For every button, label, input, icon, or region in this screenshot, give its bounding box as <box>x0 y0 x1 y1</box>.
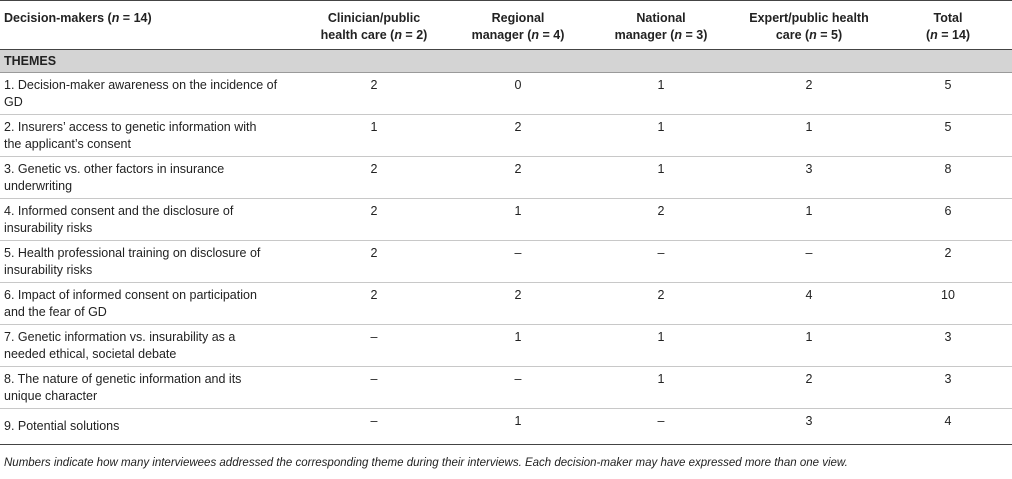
value-cell: – <box>448 241 588 283</box>
value-cell: 6 <box>884 199 1012 241</box>
theme-cell: 7. Genetic information vs. insurability as a needed ethical, societal debate <box>0 325 300 367</box>
value-cell: 5 <box>884 73 1012 115</box>
value-cell: 10 <box>884 283 1012 325</box>
header-regional-manager: Regional manager (n = 4) <box>448 1 588 50</box>
theme-cell: 8. The nature of genetic information and its unique character <box>0 367 300 409</box>
table-row <box>0 199 1012 241</box>
theme-cell: 9. Potential solutions <box>0 409 300 445</box>
table-row <box>0 283 1012 325</box>
header-expert: Expert/public health care (n = 5) <box>734 1 884 50</box>
value-cell: 2 <box>300 157 448 199</box>
theme-cell: 1. Decision-maker awareness on the incidence of GD <box>0 73 300 115</box>
value-cell: 2 <box>448 283 588 325</box>
value-cell: 2 <box>884 241 1012 283</box>
value-cell: 2 <box>588 283 734 325</box>
table-row <box>0 157 1012 199</box>
header-decision-makers: Decision-makers (n = 14) <box>0 1 300 50</box>
value-cell: 2 <box>300 283 448 325</box>
value-cell: – <box>588 409 734 445</box>
table-row <box>0 241 1012 283</box>
value-cell: – <box>588 241 734 283</box>
table-row <box>0 73 1012 115</box>
header-total: Total (n = 14) <box>884 1 1012 50</box>
theme-cell: 4. Informed consent and the disclosure of insurability risks <box>0 199 300 241</box>
value-cell: 1 <box>734 325 884 367</box>
value-cell: 1 <box>448 325 588 367</box>
value-cell: 3 <box>734 409 884 445</box>
value-cell: 1 <box>734 115 884 157</box>
header-clinician: Clinician/public health care (n = 2) <box>300 1 448 50</box>
value-cell: – <box>300 367 448 409</box>
value-cell: 2 <box>734 73 884 115</box>
header-row <box>0 1 1012 50</box>
section-label: THEMES <box>0 50 1012 73</box>
theme-cell: 2. Insurers’ access to genetic information with the applicant’s consent <box>0 115 300 157</box>
value-cell: 2 <box>300 241 448 283</box>
value-cell: 1 <box>734 199 884 241</box>
value-cell: 2 <box>448 157 588 199</box>
value-cell: 2 <box>448 115 588 157</box>
theme-cell: 3. Genetic vs. other factors in insurance underwriting <box>0 157 300 199</box>
value-cell: 4 <box>734 283 884 325</box>
value-cell: 2 <box>300 73 448 115</box>
value-cell: – <box>448 367 588 409</box>
table-row <box>0 115 1012 157</box>
value-cell: 5 <box>884 115 1012 157</box>
value-cell: 3 <box>884 367 1012 409</box>
value-cell: 2 <box>300 199 448 241</box>
table-row <box>0 409 1012 445</box>
table-row <box>0 325 1012 367</box>
section-row-themes <box>0 50 1012 73</box>
table-row <box>0 367 1012 409</box>
value-cell: 3 <box>884 325 1012 367</box>
value-cell: 0 <box>448 73 588 115</box>
header-national-manager: National manager (n = 3) <box>588 1 734 50</box>
theme-cell: 5. Health professional training on disclosure of insurability risks <box>0 241 300 283</box>
value-cell: – <box>300 325 448 367</box>
value-cell: 1 <box>588 367 734 409</box>
value-cell: 2 <box>734 367 884 409</box>
value-cell: 1 <box>588 115 734 157</box>
value-cell: 2 <box>588 199 734 241</box>
value-cell: 8 <box>884 157 1012 199</box>
table-footnote: Numbers indicate how many interviewees addressed the corresponding theme during their interviews. Each decision-maker may have expressed more than one view. <box>4 457 848 469</box>
value-cell: 1 <box>588 73 734 115</box>
value-cell: 4 <box>884 409 1012 445</box>
value-cell: 1 <box>588 325 734 367</box>
value-cell: 1 <box>448 199 588 241</box>
value-cell: – <box>300 409 448 445</box>
value-cell: 1 <box>588 157 734 199</box>
value-cell: – <box>734 241 884 283</box>
value-cell: 1 <box>448 409 588 445</box>
value-cell: 1 <box>300 115 448 157</box>
theme-cell: 6. Impact of informed consent on participation and the fear of GD <box>0 283 300 325</box>
value-cell: 3 <box>734 157 884 199</box>
